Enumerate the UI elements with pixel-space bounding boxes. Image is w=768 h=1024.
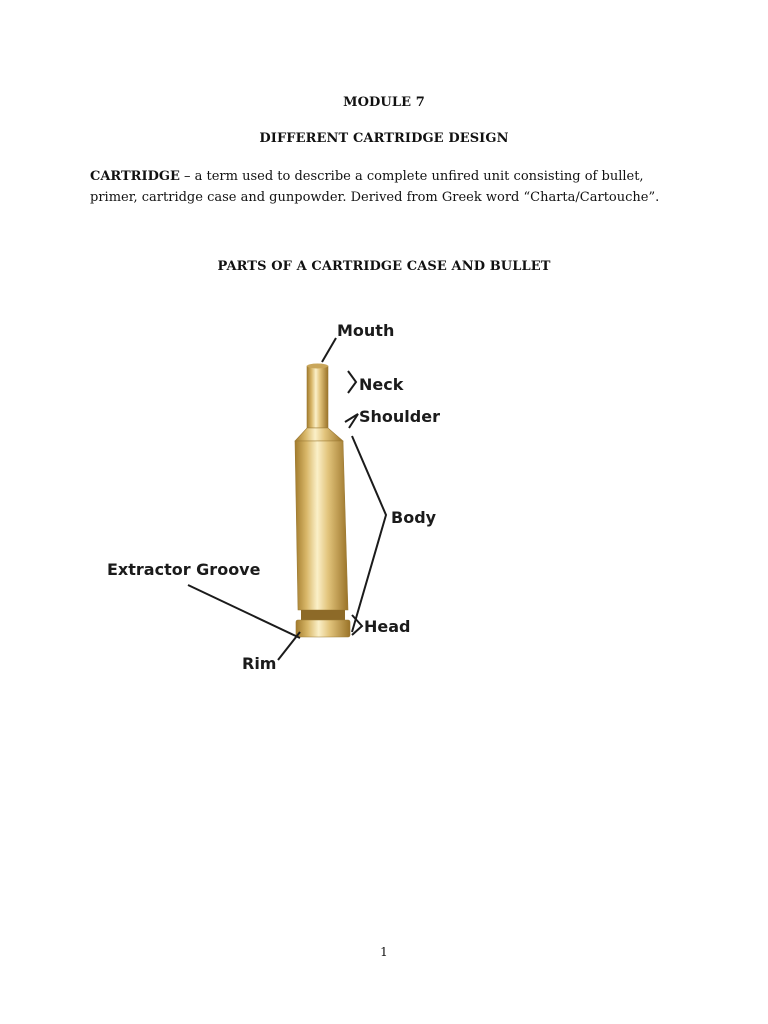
label-body: Body: [391, 508, 437, 527]
cartridge-case: [295, 364, 350, 638]
case-body: [295, 441, 348, 610]
cartridge-definition: [90, 166, 690, 208]
cartridge-diagram-svg: [100, 310, 460, 680]
definition-term: CARTRIDGE: [90, 169, 180, 184]
label-mouth: Mouth: [337, 321, 395, 340]
page-title: DIFFERENT CARTRIDGE DESIGN: [259, 131, 509, 146]
shoulder-bracket: [345, 414, 358, 428]
extractor-groove-pointer: [188, 585, 300, 638]
label-rim: Rim: [242, 654, 277, 673]
definition-dash: –: [179, 169, 195, 184]
cartridge-case-diagram: [100, 310, 460, 680]
case-shoulder: [295, 428, 343, 441]
case-rim: [296, 620, 350, 637]
rim-pointer: [278, 632, 300, 660]
section-heading: PARTS OF A CARTRIDGE CASE AND BULLET: [217, 259, 551, 274]
label-shoulder: Shoulder: [359, 407, 440, 426]
case-extractor-groove: [301, 610, 345, 620]
case-neck: [307, 366, 328, 428]
neck-bracket: [348, 371, 356, 393]
case-mouth-opening: [307, 364, 328, 369]
pointer-lines: [188, 338, 386, 660]
mouth-pointer: [322, 338, 336, 362]
body-bracket: [352, 436, 386, 632]
label-extractor-groove: Extractor Groove: [107, 560, 261, 579]
module-number: MODULE 7: [343, 95, 425, 110]
page-number: 1: [380, 945, 388, 959]
definition-text: a term used to describe a complete unfired unit consisting of bullet, primer, cartridge case and gunpowder. Derived from Greek word “Charta/Cartouche”.: [90, 169, 660, 205]
label-head: Head: [364, 617, 411, 636]
label-neck: Neck: [359, 375, 404, 394]
